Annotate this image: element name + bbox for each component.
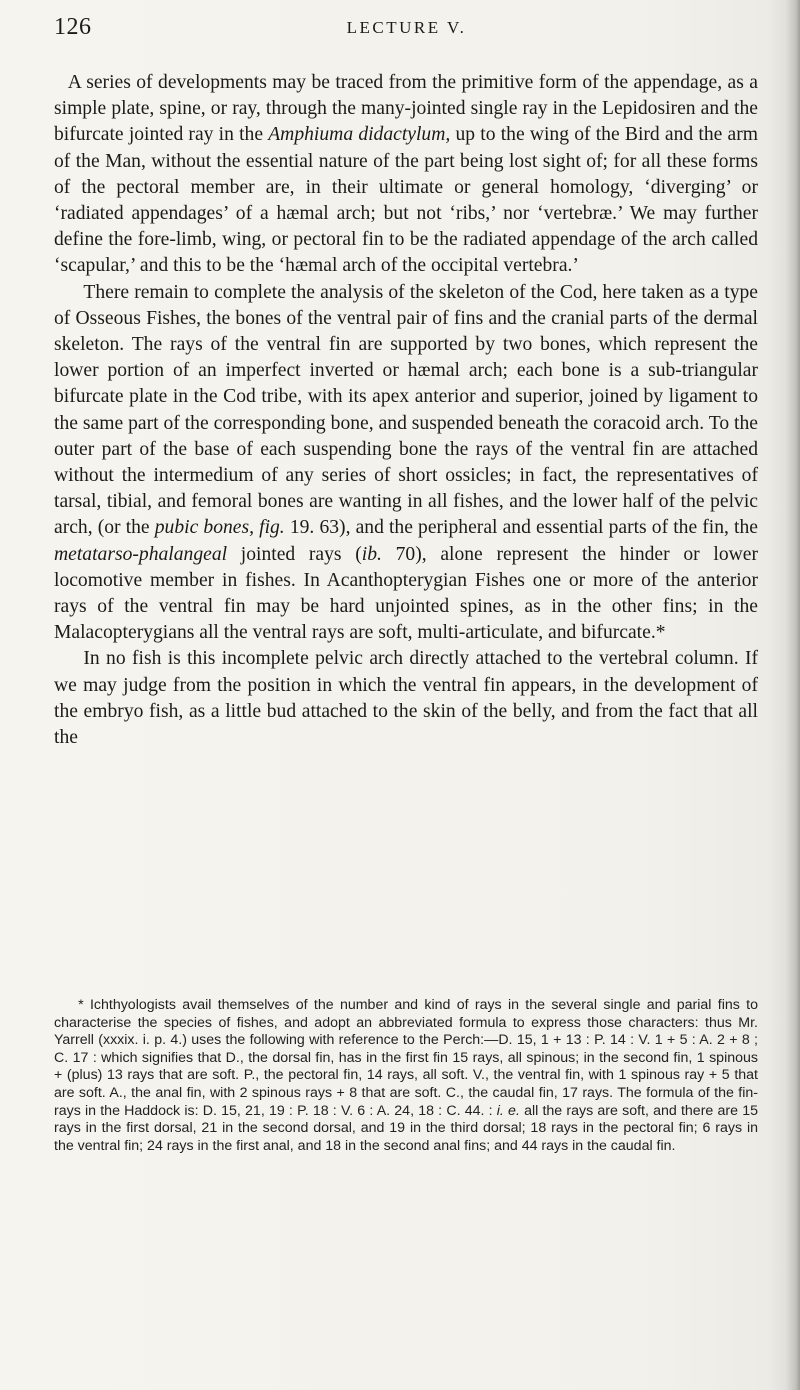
body-text <box>54 70 758 751</box>
footnote <box>54 997 758 1155</box>
text-run: 19. 63), and the peripheral and essential parts of the fin, the <box>284 517 758 539</box>
text-run: 70), alone represent the hinder or lower locomotive member in fishes. In Acanthopterygian Fishes one or more of the anterior rays of the ventral fin may be hard unjointed spines, as in the other fins; in the Malacopterygians all the ventral rays are soft, multi-articulate, and bifurcate.* <box>54 543 758 644</box>
italic-run: i. e. <box>496 1102 520 1119</box>
page-header <box>54 10 759 50</box>
text-run: * Ichthyologists avail themselves of the number and kind of rays in the several single and parial fins to characterise the species of fishes, and adopt an abbreviated formula to express those characters: thus Mr. Yarrell (xxxix. i. p. 4.) uses the following with reference to the Perch:—D. 15, 1 + 13 : P. 14 : V. 1 + 5 : A. 2 + 8 ; C. 17 : which signifies that D., the dorsal fin, has in the first fin 15 rays, all spinous; in the second fin, 1 spinous + (plus) 13 rays that are soft. P., the pectoral fin, 14 rays, all soft. V., the ventral fin, with 1 spinous ray + 5 that are soft. A., the anal fin, with 2 spinous rays + 8 that are soft. C., the caudal fin, 17 rays. The formula of the fin-rays in the Haddock is: D. 15, 21, 19 : P. 18 : V. 6 : A. 24, 18 : C. 44. : <box>54 997 758 1119</box>
text-run: up to the wing of the Bird and the arm of the Man, without the essential nature of the part being lost sight of; for all these forms of the pectoral member are, in their ultimate or general homology, ‘diverging’ or ‘radiated appendages’ of a hæmal arch; but not ‘ribs,’ nor ‘vertebræ.’ We may further define the fore-limb, wing, or pectoral fin to be the radiated appendage of the arch called ‘scapular,’ and this to be the ‘hæmal arch of the occipital vertebra.’ <box>54 124 758 277</box>
footnote-paragraph <box>54 997 758 1155</box>
paragraph-1 <box>54 70 758 280</box>
text-run: In no fish is this incomplete pelvic arch directly attached to the vertebral column. If we may judge from the position in which the ventral fin appears, in the development of the embryo fish, as a little bud attached to the skin of the belly, and from the fact that all the <box>54 648 758 749</box>
text-run: all the rays are soft, and there are 15 rays in the first dorsal, 21 in the second dorsal, and 19 in the third dorsal; 18 rays in the pectoral fin; 6 rays in the ventral fin; 24 rays in the first anal, and 18 in the second anal fins; and 44 rays in the caudal fin. <box>54 1102 758 1154</box>
text-run: A series of developments may be traced from the primitive form of the appendage, as a simple plate, spine, or ray, through the many-jointed single ray in the Lepidosiren and the bifurcate jointed ray in the <box>54 72 758 146</box>
page-number: 126 <box>54 14 92 40</box>
running-head: LECTURE V. <box>346 18 467 37</box>
text-run: jointed rays ( <box>227 543 362 565</box>
italic-run: metatarso-phalangeal <box>54 543 228 565</box>
paragraph-3 <box>54 646 758 751</box>
paragraph-2 <box>54 280 758 647</box>
italic-run: Amphiuma didactylum, <box>268 124 451 146</box>
text-run: There remain to complete the analysis of the skeleton of the Cod, here taken as a type of Osseous Fishes, the bones of the ventral pair of fins and the cranial parts of the dermal skeleton. The rays of the ventral fin are supported by two bones, which represent the lower portion of an imperfect inverted or hæmal arch; each bone is a sub-triangular bifurcate plate in the Cod tribe, with its apex anterior and superior, joined by ligament to the same part of the corresponding bone, and suspended beneath the coracoid arch. To the outer part of the base of each suspending bone the rays of the ventral fin are attached without the intermedium of any series of short ossicles; in fact, the representatives of tarsal, tibial, and femoral bones are wanting in all fishes, and the lower half of the pelvic arch, (or the <box>54 281 758 539</box>
italic-run: pubic bones, fig. <box>154 517 285 539</box>
italic-run: ib. <box>361 543 382 565</box>
page-edge-shadow <box>786 0 800 1390</box>
